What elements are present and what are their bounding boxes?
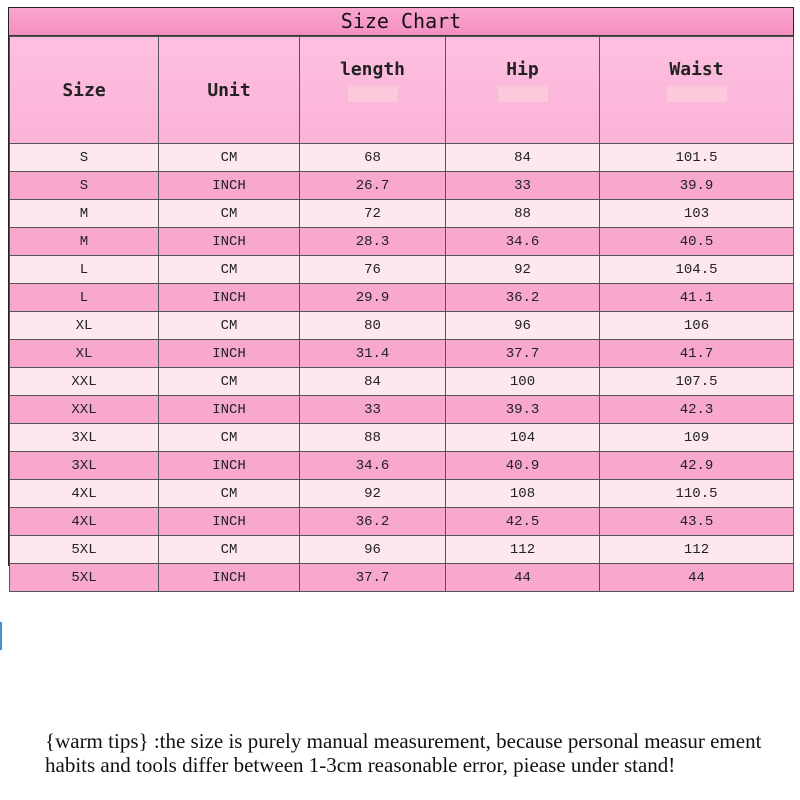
header-length-label: length — [339, 59, 406, 80]
table-cell: XXL — [10, 396, 159, 424]
table-cell: 41.7 — [600, 340, 794, 368]
table-cell: 109 — [600, 424, 794, 452]
table-cell: 34.6 — [446, 228, 600, 256]
table-cell: 104 — [446, 424, 600, 452]
table-cell: CM — [159, 312, 300, 340]
size-chart — [8, 7, 794, 586]
table-cell: 33 — [446, 172, 600, 200]
table-cell: CM — [159, 480, 300, 508]
table-row — [10, 228, 794, 256]
header-swatch — [667, 86, 727, 102]
table-cell: S — [10, 144, 159, 172]
warm-tips-note: {warm tips} :the size is purely manual measurement, because personal measur ement habits and tools differ between 1-3cm reasonable error, piease under stand! — [45, 729, 762, 777]
table-row — [10, 424, 794, 452]
table-cell: 96 — [446, 312, 600, 340]
table-cell: 110.5 — [600, 480, 794, 508]
table-cell: 36.2 — [300, 508, 446, 536]
header-swatch — [348, 86, 398, 102]
table-cell: INCH — [159, 172, 300, 200]
table-cell: 104.5 — [600, 256, 794, 284]
table-cell: L — [10, 284, 159, 312]
table-cell: 84 — [300, 368, 446, 396]
table-cell: 100 — [446, 368, 600, 396]
table-cell: 44 — [446, 564, 600, 592]
chart-title: Size Chart — [9, 8, 793, 36]
table-cell: CM — [159, 368, 300, 396]
table-cell: 96 — [300, 536, 446, 564]
table-cell: 28.3 — [300, 228, 446, 256]
table-cell: 5XL — [10, 564, 159, 592]
table-row — [10, 144, 794, 172]
table-cell: 33 — [300, 396, 446, 424]
table-cell: XXL — [10, 368, 159, 396]
table-cell: INCH — [159, 564, 300, 592]
table-cell: INCH — [159, 284, 300, 312]
table-cell: 108 — [446, 480, 600, 508]
table-row — [10, 200, 794, 228]
table-cell: 5XL — [10, 536, 159, 564]
table-cell: 39.3 — [446, 396, 600, 424]
header-waist-label: Waist — [669, 59, 724, 80]
table-row — [10, 508, 794, 536]
table-cell: 41.1 — [600, 284, 794, 312]
table-cell: CM — [159, 424, 300, 452]
table-cell: XL — [10, 340, 159, 368]
table-cell: 37.7 — [300, 564, 446, 592]
table-cell: 4XL — [10, 508, 159, 536]
table-row — [10, 396, 794, 424]
table-cell: 84 — [446, 144, 600, 172]
header-length — [300, 37, 446, 144]
table-row — [10, 536, 794, 564]
table-cell: 80 — [300, 312, 446, 340]
table-cell: 112 — [600, 536, 794, 564]
table-cell: 107.5 — [600, 368, 794, 396]
table-cell: 40.5 — [600, 228, 794, 256]
table-cell: 36.2 — [446, 284, 600, 312]
table-cell: 88 — [446, 200, 600, 228]
table-cell: 37.7 — [446, 340, 600, 368]
table-cell: CM — [159, 144, 300, 172]
table-cell: 31.4 — [300, 340, 446, 368]
table-cell: INCH — [159, 508, 300, 536]
table-cell: 92 — [300, 480, 446, 508]
table-cell: CM — [159, 256, 300, 284]
header-swatch — [498, 86, 548, 102]
table-cell: INCH — [159, 452, 300, 480]
table-cell: 42.9 — [600, 452, 794, 480]
table-cell: 43.5 — [600, 508, 794, 536]
header-hip-label: Hip — [506, 59, 539, 80]
table-cell: INCH — [159, 340, 300, 368]
table-row — [10, 368, 794, 396]
table-cell: 39.9 — [600, 172, 794, 200]
size-table — [9, 36, 794, 592]
table-row — [10, 284, 794, 312]
table-cell: CM — [159, 200, 300, 228]
table-cell: 44 — [600, 564, 794, 592]
table-cell: 101.5 — [600, 144, 794, 172]
table-row — [10, 564, 794, 592]
table-cell: INCH — [159, 396, 300, 424]
table-cell: 34.6 — [300, 452, 446, 480]
table-cell: INCH — [159, 228, 300, 256]
left-edge-marker — [0, 622, 2, 650]
table-cell: 29.9 — [300, 284, 446, 312]
table-row — [10, 452, 794, 480]
table-cell: L — [10, 256, 159, 284]
table-cell: 112 — [446, 536, 600, 564]
table-cell: 76 — [300, 256, 446, 284]
table-cell: 106 — [600, 312, 794, 340]
table-cell: 26.7 — [300, 172, 446, 200]
table-cell: 103 — [600, 200, 794, 228]
table-cell: S — [10, 172, 159, 200]
table-row — [10, 340, 794, 368]
table-cell: 42.5 — [446, 508, 600, 536]
table-cell: 68 — [300, 144, 446, 172]
table-cell: 92 — [446, 256, 600, 284]
header-unit: Unit — [159, 37, 300, 144]
table-row — [10, 480, 794, 508]
table-row — [10, 256, 794, 284]
table-header-row — [10, 37, 794, 144]
table-cell: 40.9 — [446, 452, 600, 480]
header-waist — [600, 37, 794, 144]
table-cell: M — [10, 228, 159, 256]
table-cell: XL — [10, 312, 159, 340]
table-cell: 4XL — [10, 480, 159, 508]
table-row — [10, 172, 794, 200]
table-cell: 88 — [300, 424, 446, 452]
table-cell: M — [10, 200, 159, 228]
header-size: Size — [10, 37, 159, 144]
table-cell: 72 — [300, 200, 446, 228]
header-hip — [446, 37, 600, 144]
table-cell: 3XL — [10, 424, 159, 452]
table-cell: 3XL — [10, 452, 159, 480]
table-cell: CM — [159, 536, 300, 564]
table-row — [10, 312, 794, 340]
table-cell: 42.3 — [600, 396, 794, 424]
